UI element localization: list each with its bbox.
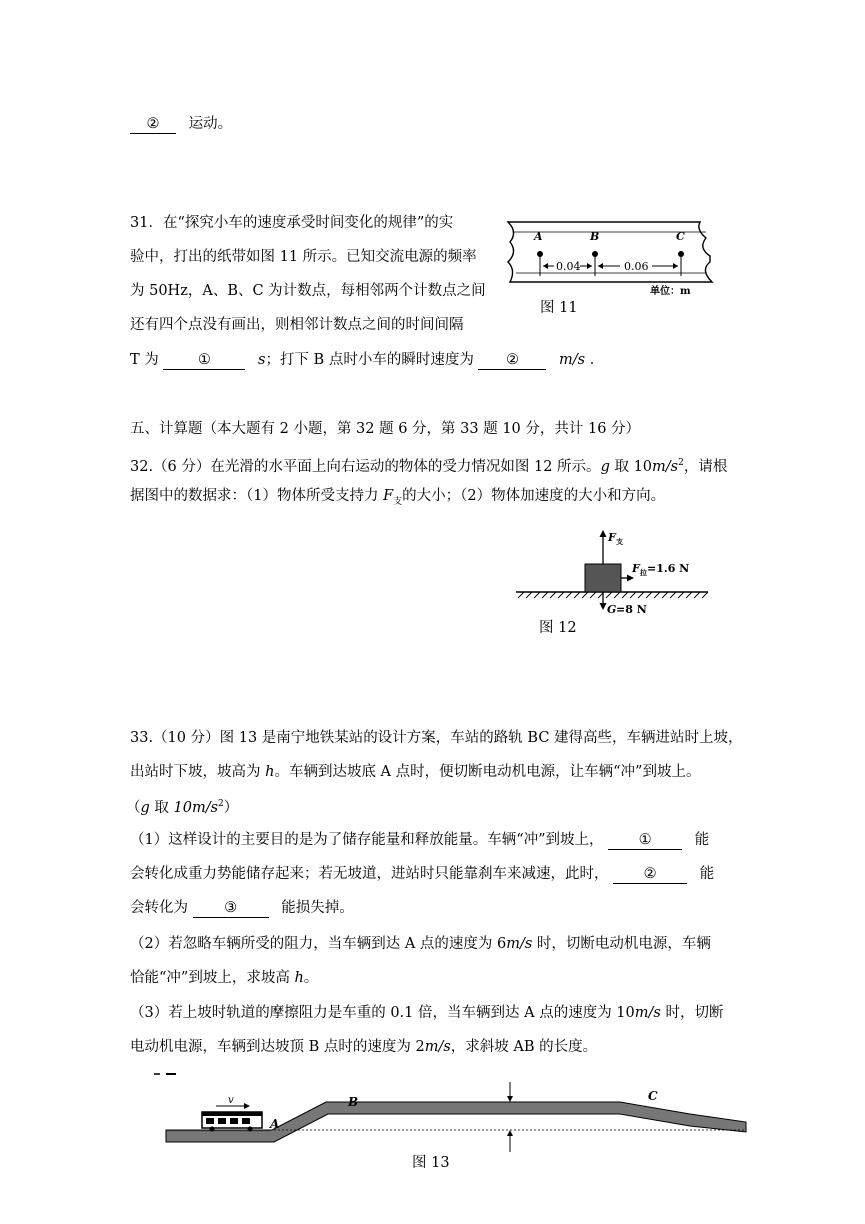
label-g: G <box>607 603 617 616</box>
unit-ms: m/s <box>559 352 586 368</box>
block <box>585 564 621 592</box>
label-f-support: F <box>608 531 616 544</box>
figure-12-forces <box>512 522 712 622</box>
q33-part-3-line-2 <box>130 1037 597 1057</box>
q32-line-2 <box>130 486 665 512</box>
unit-ms: m/s <box>652 458 679 475</box>
q33-text: 会转化成重力势能储存起来；若无坡道，进站时只能靠刹车来减速，此时， <box>130 866 609 882</box>
q33-line-3 <box>126 794 238 818</box>
q33-text: ，求斜坡 AB 的长度。 <box>450 1039 598 1055</box>
figure-12-caption: 图 12 <box>539 620 577 636</box>
q33-part-1-line-1 <box>130 830 709 850</box>
blank-1: ① <box>163 352 245 370</box>
figure-11-tape <box>500 218 720 318</box>
q33-text: 能 <box>699 866 715 882</box>
q33-text: 能损失掉。 <box>281 900 354 916</box>
figure-13-caption: 图 13 <box>412 1155 450 1171</box>
q33-text: ） <box>223 799 239 816</box>
blank-2: ② <box>130 116 176 134</box>
label-h: h <box>504 1116 512 1129</box>
q31-line-5 <box>130 350 604 370</box>
q32-text: 32.（6 分）在光滑的水平面上向右运动的物体的受力情况如图 12 所示。 <box>130 458 601 475</box>
q33-line-1: 33.（10 分）图 13 是南宁地铁某站的设计方案，车站的路轨 BC 建得高些，车辆进站时上坡， <box>130 730 743 746</box>
q32-text: ，请根 <box>683 458 728 475</box>
label-g-value: =8 N <box>616 603 647 616</box>
blank-1: ① <box>608 832 682 850</box>
unit-s: s <box>258 352 266 368</box>
top-line <box>130 114 232 134</box>
q33-part-1-line-2 <box>130 864 714 884</box>
q33-text: 。车辆到达坡底 A 点时，便切断电动机电源，让车辆“冲”到坡上。 <box>274 764 701 780</box>
label-a: A <box>534 230 543 243</box>
ground-hatch <box>518 592 708 598</box>
q33-line-2 <box>130 762 700 782</box>
figure-11-caption: 图 11 <box>540 300 578 316</box>
g-value: 10 <box>173 799 192 816</box>
unit-label: 单位：m <box>650 286 691 297</box>
label-c: C <box>648 1089 658 1103</box>
q33-part-2-line-1 <box>130 934 711 954</box>
q31-line-2: 验中，打出的纸带如图 11 所示。已知交流电源的频率 <box>130 249 477 265</box>
figure-13-track <box>150 1068 750 1156</box>
q32-text: 的大小；（2）物体加速度的大小和方向。 <box>402 488 666 504</box>
q31-line-4: 还有四个点没有画出，则相邻计数点之间的时间间隔 <box>130 317 464 333</box>
label-f-pull-value: =1.6 N <box>647 562 690 575</box>
g-symbol: g <box>600 458 610 475</box>
label-c: C <box>676 230 685 243</box>
section-5-title: 五、计算题（本大题有 2 小题，第 32 题 6 分，第 33 题 10 分，共计 16 分） <box>130 421 641 437</box>
q33-text: 。 <box>303 970 319 986</box>
q33-text: 电动机电源，车辆到达坡顶 B 点时的速度为 2 <box>130 1039 425 1055</box>
q33-part-3-line-1 <box>130 1003 723 1023</box>
q33-part-1-line-3 <box>130 898 354 918</box>
unit-ms: m/s <box>191 799 219 816</box>
g-symbol: g <box>140 799 150 816</box>
q33-text: （1）这样设计的主要目的是为了储存能量和释放能量。车辆“冲”到坡上， <box>130 832 604 848</box>
q31-text: ；打下 B 点时小车的瞬时速度为 <box>265 352 474 368</box>
q31-text: T 为 <box>130 352 159 368</box>
label-b: B <box>590 230 600 243</box>
top-tail: 运动。 <box>188 116 233 132</box>
q32-text: 据图中的数据求：（1）物体所受支持力 <box>130 488 384 504</box>
q33-text: 会转化为 <box>130 900 188 916</box>
q32-text: 取 10 <box>609 458 653 475</box>
distance-ab: 0.04 <box>556 260 581 273</box>
label-b: B <box>348 1095 359 1109</box>
superscript: 2 <box>678 458 684 468</box>
label-a: A <box>270 1117 280 1131</box>
blank-2: ② <box>478 352 546 370</box>
q33-text: 时，切断 <box>660 1005 724 1021</box>
q33-text: 取 <box>149 799 174 816</box>
h-symbol: h <box>294 970 304 986</box>
q31-text: ． <box>589 352 605 368</box>
unit-ms: m/s <box>506 936 533 952</box>
q33-text: 时，切断电动机电源，车辆 <box>532 936 711 952</box>
label-f-support-sub: 支 <box>616 537 623 546</box>
q33-text: 恰能“冲”到坡上，求坡高 <box>130 970 295 986</box>
h-symbol: h <box>265 764 275 780</box>
q33-text: （3）若上坡时轨道的摩擦阻力是车重的 0.1 倍，当车辆到达 A 点的速度为 10 <box>130 1005 635 1021</box>
q32-line-1 <box>130 453 727 477</box>
label-f-pull: F <box>632 562 640 575</box>
q33-text: （ <box>126 799 141 816</box>
distance-bc: 0.06 <box>624 260 649 273</box>
q31-line-3: 为 50Hz，A、B、C 为计数点，每相邻两个计数点之间 <box>130 283 486 299</box>
q33-text: 出站时下坡，坡高为 <box>130 764 266 780</box>
label-f-pull-sub: 拉 <box>640 568 647 577</box>
q31-line-1: 31．在“探究小车的速度承受时间变化的规律”的实 <box>130 215 454 231</box>
superscript: 2 <box>218 799 224 809</box>
q33-text: （2）若忽略车辆所受的阻力，当车辆到达 A 点的速度为 6 <box>130 936 507 952</box>
subscript: 支 <box>393 496 403 507</box>
unit-ms: m/s <box>424 1039 451 1055</box>
blank-3: ③ <box>193 900 269 918</box>
q33-text: 能 <box>694 832 710 848</box>
unit-ms: m/s <box>634 1005 661 1021</box>
f-symbol: F <box>383 488 394 504</box>
label-v: v <box>228 1095 234 1106</box>
blank-2: ② <box>613 866 687 884</box>
q33-part-2-line-2 <box>130 968 318 988</box>
